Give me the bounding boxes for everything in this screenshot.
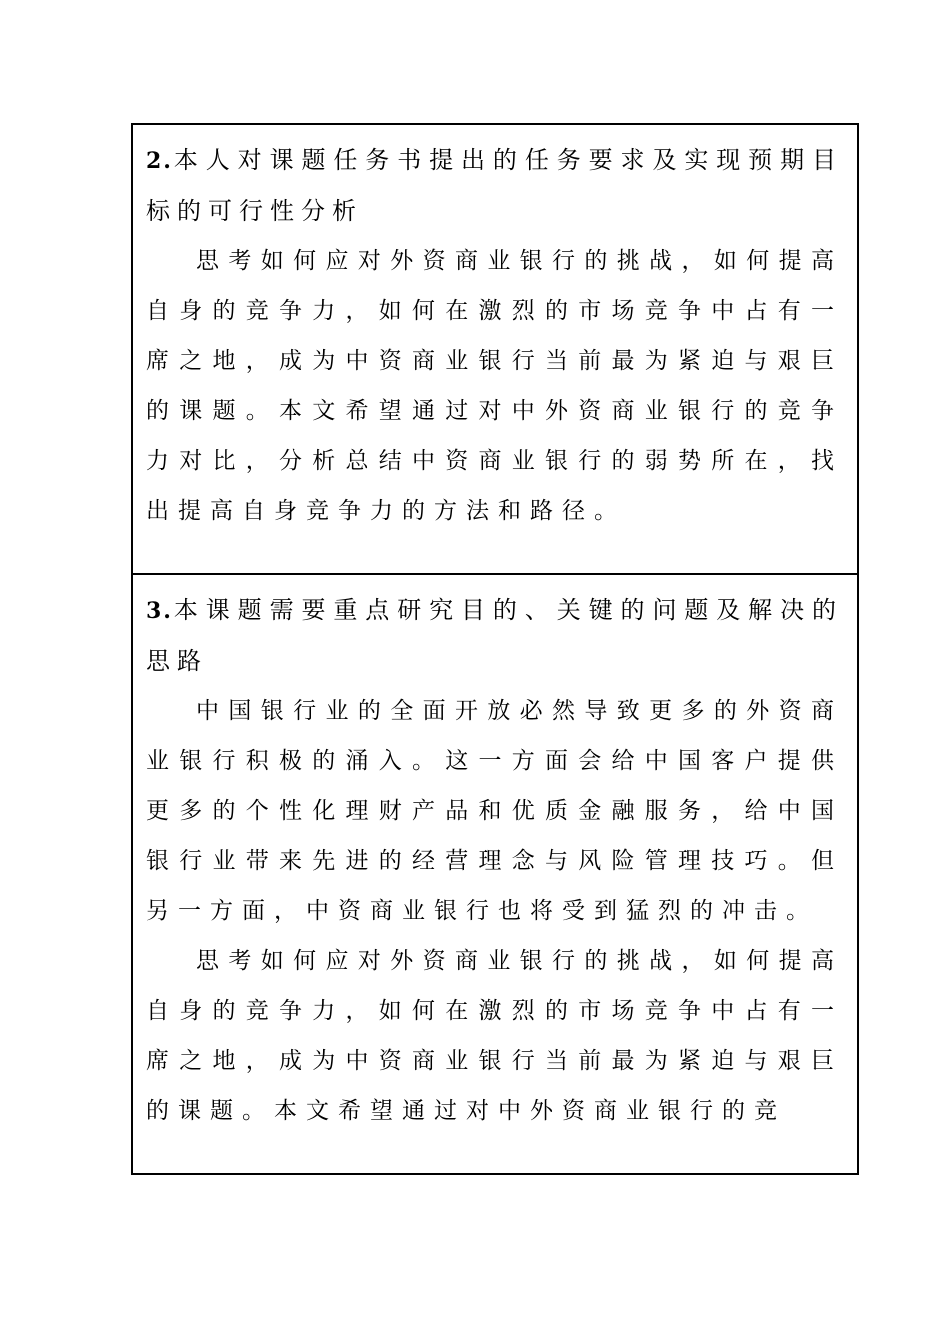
section-heading [146,585,843,686]
section-number: 2. [146,148,173,174]
paragraph: 思考如何应对外资商业银行的挑战，如何提高自身的竞争力，如何在激烈的市场竞争中占有一席之地，成为中资商业银行当前最为紧迫与艰巨的课题。本文希望通过对中外资商业银行的竞争力对比，分析总结中资商业银行的弱势所在，找出提高自身竞争力的方法和路径。 [146,248,843,524]
form-table [131,123,859,1175]
section-feasibility-analysis [133,125,857,575]
section-number: 3. [146,598,173,624]
section-research-focus [133,575,857,1173]
section-heading [146,135,843,236]
paragraph: 思考如何应对外资商业银行的挑战，如何提高自身的竞争力，如何在激烈的市场竞争中占有一席之地，成为中资商业银行当前最为紧迫与艰巨的课题。本文希望通过对中外资商业银行的竞 [146,948,843,1124]
section-heading-text: 本人对课题任务书提出的任务要求及实现预期目标的可行性分析 [146,146,843,225]
paragraph: 中国银行业的全面开放必然导致更多的外资商业银行积极的涌入。这一方面会给中国客户提供更多的个性化理财产品和优质金融服务，给中国银行业带来先进的经营理念与风险管理技巧。但另一方面，中资商业银行也将受到猛烈的冲击。 [146,698,843,924]
section-heading-text: 本课题需要重点研究目的、关键的问题及解决的思路 [146,596,843,675]
